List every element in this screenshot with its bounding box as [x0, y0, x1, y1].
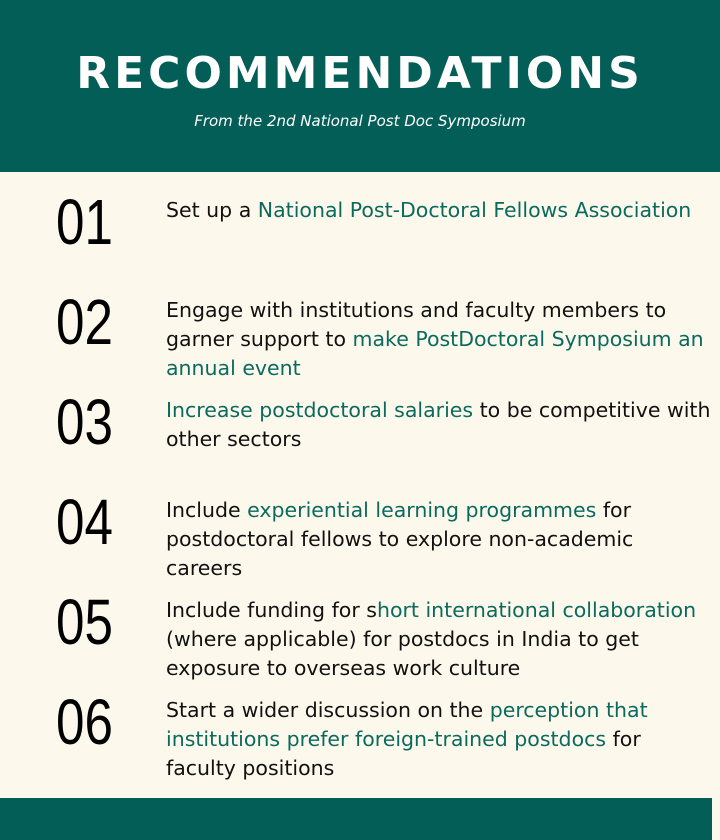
- recommendation-number: 02: [56, 286, 113, 358]
- page-title: RECOMMENDATIONS: [76, 48, 644, 99]
- text-part: Engage with institutions and faculty members to garner support to: [166, 298, 667, 351]
- text-part: (where applicable) for postdocs in India to get exposure to overseas work culture: [166, 627, 639, 680]
- highlighted-text: experiential learning programmes: [247, 498, 597, 522]
- highlighted-text: hort international collaboration: [376, 598, 697, 622]
- recommendation-number: 03: [56, 386, 113, 458]
- text-part: to be competitive with other sectors: [166, 398, 711, 451]
- highlighted-text: National Post-Doctoral Fellows Association: [257, 198, 692, 222]
- recommendation-text: [166, 696, 714, 783]
- highlighted-text: Increase postdoctoral salaries: [166, 398, 474, 422]
- recommendation-text: [166, 196, 714, 225]
- page-subtitle: From the 2nd National Post Doc Symposium: [194, 112, 526, 130]
- recommendation-number: 01: [56, 186, 113, 258]
- recommendation-text: [166, 296, 714, 383]
- recommendation-item: [0, 682, 720, 782]
- text-part: Include funding for s: [166, 598, 377, 622]
- recommendation-number: 05: [56, 586, 113, 658]
- text-part: Include: [166, 498, 248, 522]
- recommendation-text: [166, 396, 714, 454]
- text-part: Set up a: [166, 198, 258, 222]
- footer-bar: [0, 798, 712, 840]
- highlighted-text: perception that institutions prefer foreign-trained postdocs: [166, 698, 648, 751]
- recommendation-text: [166, 596, 714, 683]
- recommendation-number: 04: [56, 486, 113, 558]
- highlighted-text: make PostDoctoral Symposium an annual event: [166, 327, 704, 380]
- header-banner: [0, 0, 720, 172]
- text-part: for postdoctoral fellows to explore non-academic careers: [166, 498, 634, 580]
- recommendation-item: [0, 382, 720, 482]
- recommendation-item: [0, 482, 720, 582]
- text-part: Start a wider discussion on the: [166, 698, 490, 722]
- recommendation-number: 06: [56, 686, 113, 758]
- recommendation-item: [0, 282, 720, 382]
- recommendation-item: [0, 182, 720, 282]
- text-part: for faculty positions: [166, 727, 641, 780]
- recommendations-list: [0, 172, 720, 798]
- recommendation-text: [166, 496, 714, 583]
- recommendation-item: [0, 582, 720, 682]
